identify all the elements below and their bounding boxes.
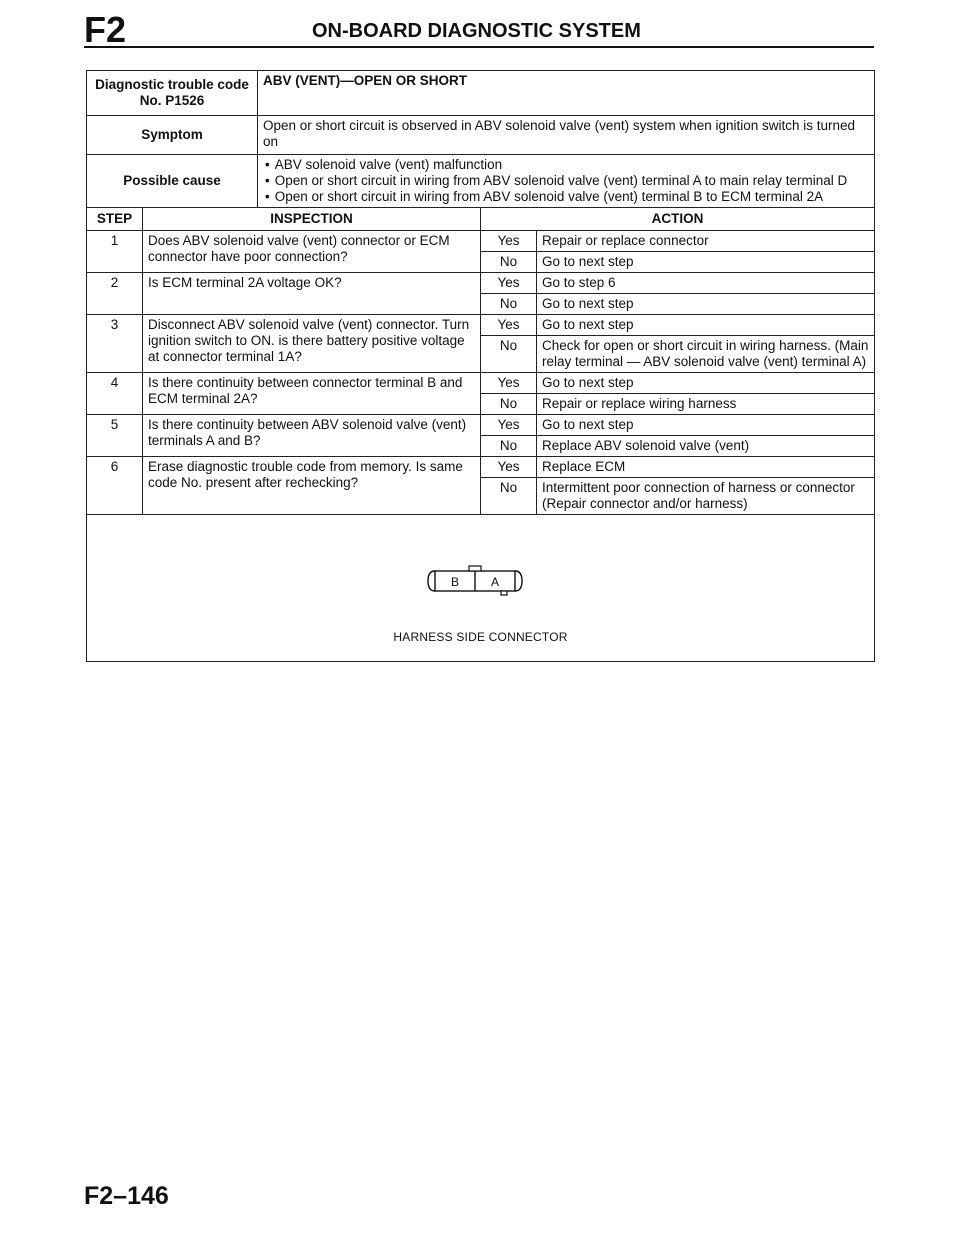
header-rule: [84, 46, 874, 48]
table-row: [87, 373, 875, 394]
section-code: F2: [84, 9, 127, 50]
column-header-row: [87, 208, 875, 231]
yes-label: Yes: [481, 415, 537, 436]
step-number: 1: [87, 231, 143, 273]
no-action: Repair or replace wiring harness: [537, 394, 875, 415]
symptom-label: Symptom: [87, 116, 258, 155]
possible-cause-label: Possible cause: [87, 155, 258, 208]
table-row: [87, 315, 875, 336]
no-label: No: [481, 294, 537, 315]
yes-action: Go to next step: [537, 415, 875, 436]
dtc-label: Diagnostic trouble code No. P1526: [87, 71, 258, 116]
no-label: No: [481, 394, 537, 415]
harness-connector-icon: [425, 565, 525, 597]
action-column-header: ACTION: [481, 208, 875, 231]
no-action: Intermittent poor connection of harness or connector (Repair connector and/or harness): [537, 478, 875, 515]
step-number: 2: [87, 273, 143, 315]
yes-action: Go to next step: [537, 373, 875, 394]
yes-label: Yes: [481, 231, 537, 252]
yes-action: Go to next step: [537, 315, 875, 336]
step-inspection: Disconnect ABV solenoid valve (vent) connector. Turn ignition switch to ON. is there battery positive voltage at connector terminal 1A?: [143, 315, 481, 373]
page-number: F2–146: [84, 1182, 169, 1210]
step-inspection: Does ABV solenoid valve (vent) connector or ECM connector have poor connection?: [143, 231, 481, 273]
possible-cause-list: [263, 157, 869, 205]
step-column-header: STEP: [87, 208, 143, 231]
list-item: • ABV solenoid valve (vent) malfunction: [263, 157, 869, 173]
no-action: Replace ABV solenoid valve (vent): [537, 436, 875, 457]
yes-action: Go to step 6: [537, 273, 875, 294]
step-inspection: Is there continuity between connector terminal B and ECM terminal 2A?: [143, 373, 481, 415]
table-row: [87, 457, 875, 478]
no-action: Check for open or short circuit in wiring harness. (Main relay terminal — ABV solenoid valve (vent) terminal A): [537, 336, 875, 373]
list-item: • Open or short circuit in wiring from ABV solenoid valve (vent) terminal A to main relay terminal D: [263, 173, 869, 189]
possible-cause-cell: [258, 155, 875, 208]
no-action: Go to next step: [537, 252, 875, 273]
connector-caption: HARNESS SIDE CONNECTOR: [393, 630, 568, 644]
possible-cause-row: [87, 155, 875, 208]
yes-action: Replace ECM: [537, 457, 875, 478]
step-number: 5: [87, 415, 143, 457]
yes-label: Yes: [481, 273, 537, 294]
terminal-a-label: A: [490, 575, 500, 589]
connector-diagram: [87, 515, 875, 662]
step-inspection: Is ECM terminal 2A voltage OK?: [143, 273, 481, 315]
no-action: Go to next step: [537, 294, 875, 315]
symptom-text: Open or short circuit is observed in ABV solenoid valve (vent) system when ignition switch is turned on: [258, 116, 875, 155]
inspection-column-header: INSPECTION: [143, 208, 481, 231]
terminal-b-label: B: [450, 575, 460, 589]
step-number: 6: [87, 457, 143, 515]
dtc-title: ABV (VENT)—OPEN OR SHORT: [258, 71, 875, 116]
symptom-row: [87, 116, 875, 155]
yes-label: Yes: [481, 457, 537, 478]
table-row: [87, 231, 875, 252]
list-item: • Open or short circuit in wiring from ABV solenoid valve (vent) terminal B to ECM terminal 2A: [263, 189, 869, 205]
step-number: 4: [87, 373, 143, 415]
no-label: No: [481, 436, 537, 457]
yes-action: Repair or replace connector: [537, 231, 875, 252]
step-number: 3: [87, 315, 143, 373]
page-title: ON-BOARD DIAGNOSTIC SYSTEM: [312, 20, 641, 42]
dtc-row: [87, 71, 875, 116]
diagnostic-table: [86, 70, 875, 662]
diagram-row: [87, 515, 875, 662]
step-inspection: Is there continuity between ABV solenoid valve (vent) terminals A and B?: [143, 415, 481, 457]
no-label: No: [481, 478, 537, 515]
yes-label: Yes: [481, 373, 537, 394]
step-inspection: Erase diagnostic trouble code from memory. Is same code No. present after rechecking?: [143, 457, 481, 515]
yes-label: Yes: [481, 315, 537, 336]
table-row: [87, 273, 875, 294]
table-row: [87, 415, 875, 436]
no-label: No: [481, 252, 537, 273]
no-label: No: [481, 336, 537, 373]
